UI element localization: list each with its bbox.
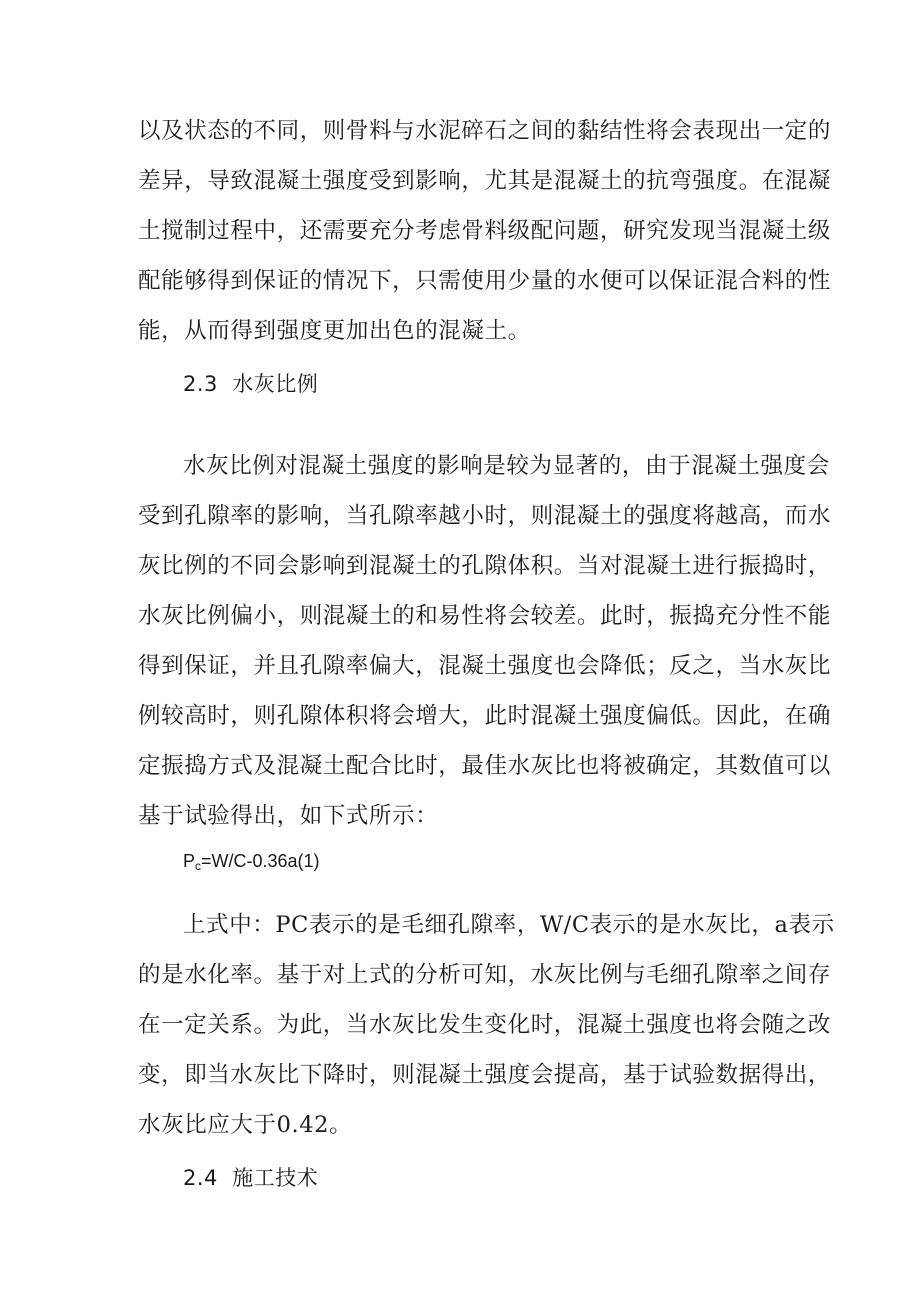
formula-subscript: c	[195, 859, 202, 873]
text-line: 以及状态的不同，则骨料与水泥碎石之间的黏结性将会表现出一定的	[138, 118, 832, 144]
text-line: 基于试验得出，如下式所示：	[138, 803, 439, 829]
section-title: 水灰比例	[232, 372, 319, 396]
text-line: 水灰比例对混凝土强度的影响是较为显著的，由于混凝土强度会	[183, 453, 830, 479]
text-line: 水灰比应大于0.42。	[138, 1112, 353, 1138]
text-line: 得到保证，并且孔隙率偏大，混凝土强度也会降低；反之，当水灰比	[138, 653, 832, 679]
text-line: 配能够得到保证的情况下，只需使用少量的水便可以保证混合料的性	[138, 268, 832, 294]
text-line: 受到孔隙率的影响，当孔隙率越小时，则混凝土的强度将越高，而水	[138, 503, 832, 529]
section-title: 施工技术	[232, 1166, 319, 1190]
formula	[183, 846, 320, 881]
text-line: 水灰比例偏小，则混凝土的和易性将会较差。此时，振捣充分性不能	[138, 603, 832, 629]
text-line: 例较高时，则孔隙体积将会增大，此时混凝土强度偏低。因此，在确	[138, 703, 832, 729]
section-heading-2-3	[183, 369, 318, 399]
text-line: 变，即当水灰比下降时，则混凝土强度会提高，基于试验数据得出，	[138, 1062, 832, 1088]
text-line: 差异，导致混凝土强度受到影响，尤其是混凝土的抗弯强度。在混凝	[138, 168, 832, 194]
text-line: 在一定关系。为此，当水灰比发生变化时，混凝土强度也将会随之改	[138, 1012, 832, 1038]
section-heading-2-4	[183, 1163, 318, 1193]
formula-rest: =W/C-0.36a(1)	[201, 851, 320, 871]
section-number: 2.4	[183, 1166, 218, 1190]
section-number: 2.3	[183, 372, 218, 396]
text-line: 灰比例的不同会影响到混凝土的孔隙体积。当对混凝土进行振捣时，	[138, 553, 832, 579]
text-line: 能，从而得到强度更加出色的混凝土。	[138, 318, 531, 344]
formula-main: P	[183, 851, 196, 871]
text-line: 土搅制过程中，还需要充分考虑骨料级配问题，研究发现当混凝土级	[138, 218, 832, 244]
text-line: 定振捣方式及混凝土配合比时，最佳水灰比也将被确定，其数值可以	[138, 753, 832, 779]
text-line: 的是水化率。基于对上式的分析可知，水灰比例与毛细孔隙率之间存	[138, 962, 832, 988]
text-line: 上式中：PC表示的是毛细孔隙率，W/C表示的是水灰比，a表示	[183, 912, 835, 938]
